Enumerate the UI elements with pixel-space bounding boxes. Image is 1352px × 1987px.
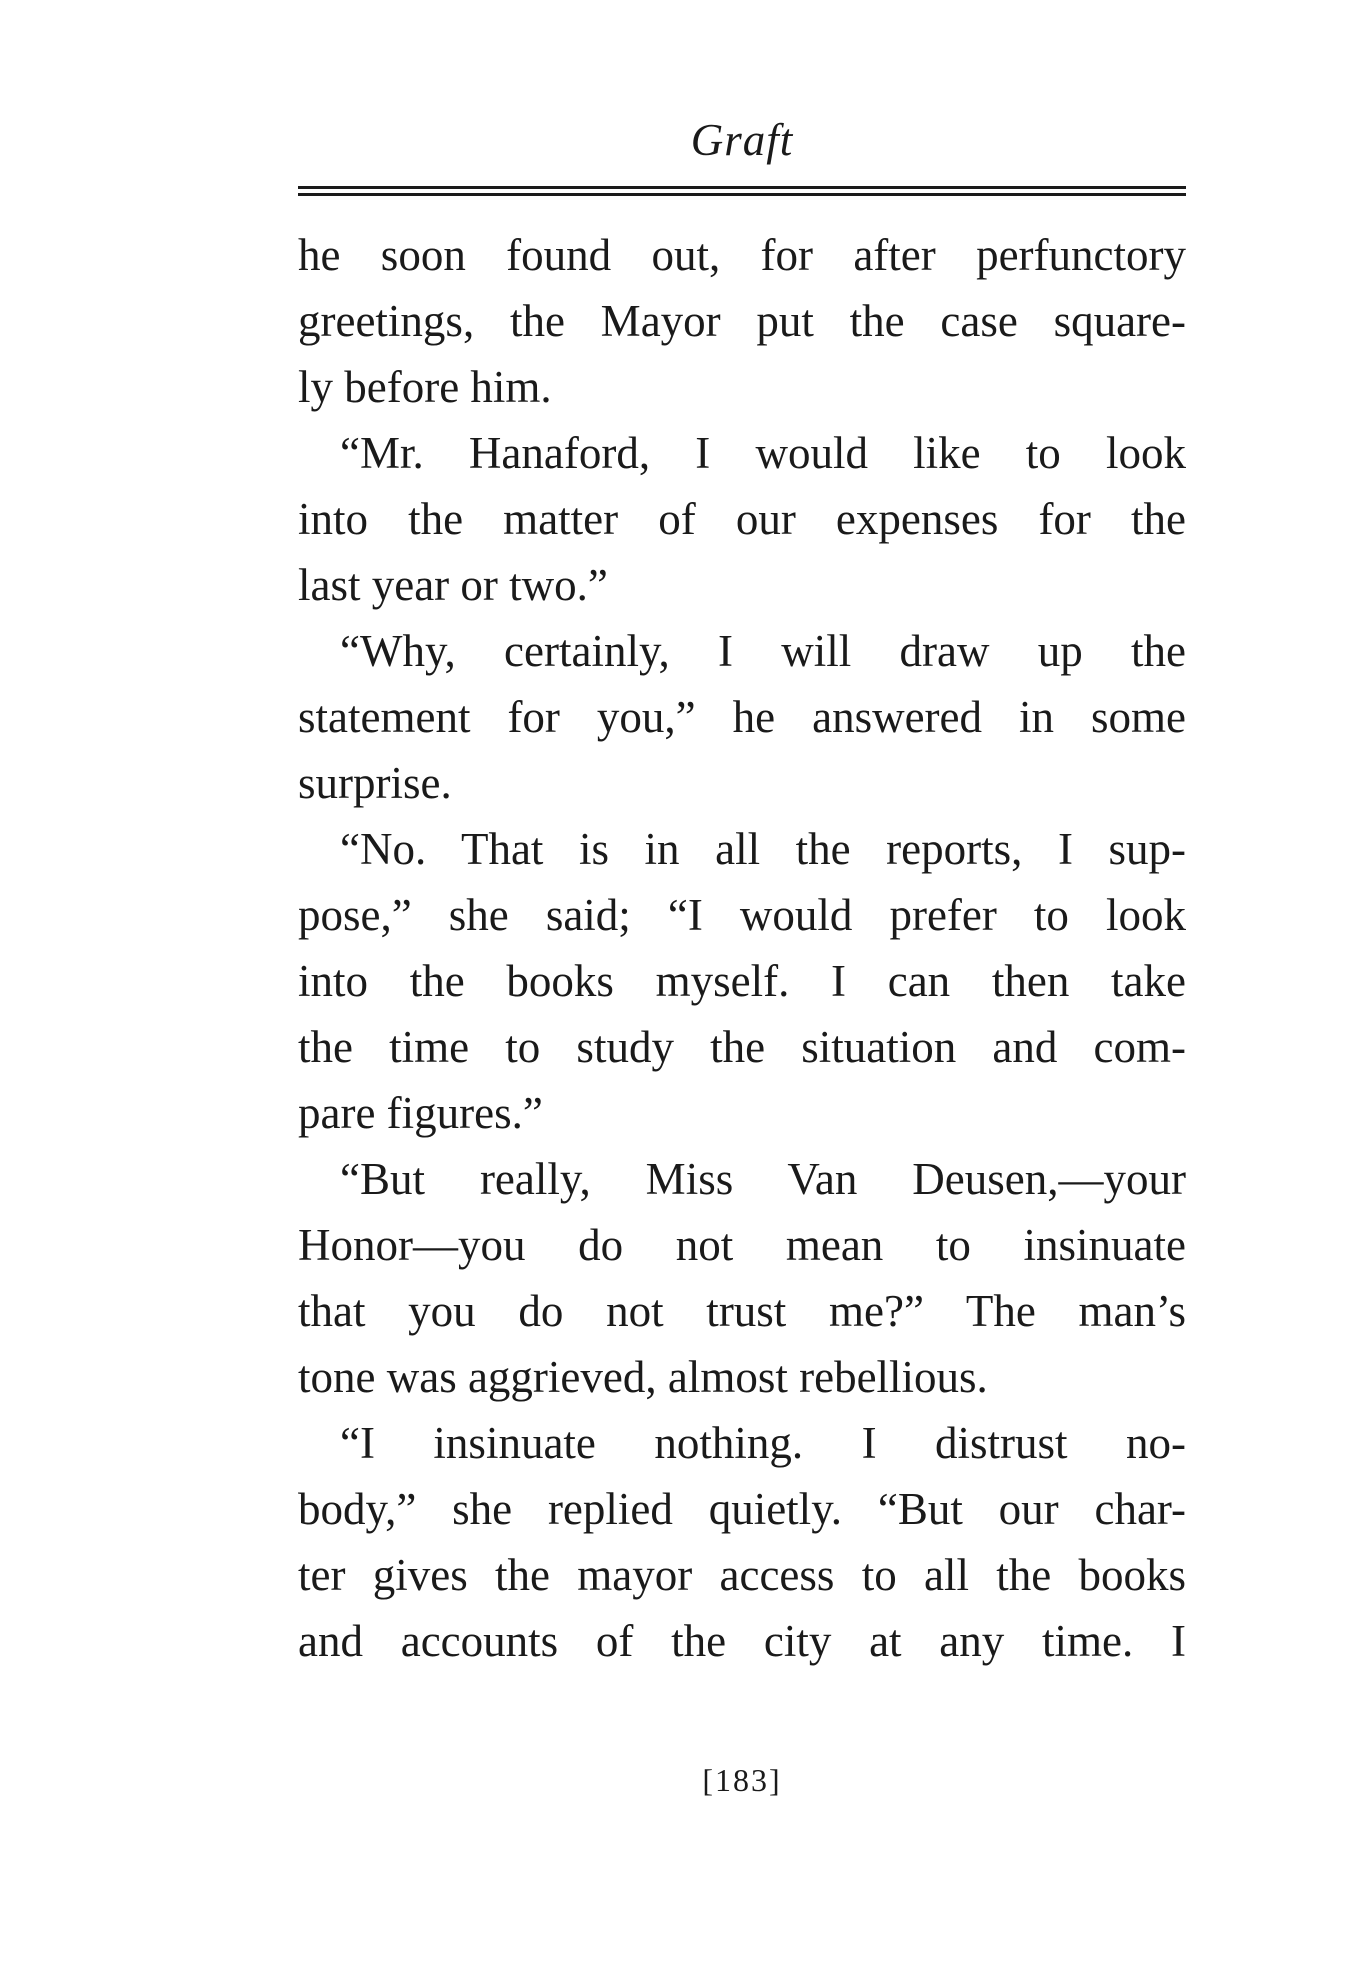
text-line: that you do not trust me?” The man’s (298, 1286, 1186, 1336)
text-line: pose,” she said; “I would prefer to look (298, 890, 1186, 940)
text-line: and accounts of the city at any time. I (298, 1616, 1186, 1666)
text-line: ly before him. (298, 362, 552, 412)
text-line: surprise. (298, 758, 452, 808)
text-line: into the books myself. I can then take (298, 956, 1186, 1006)
running-head: Graft (690, 115, 794, 165)
text-line: ter gives the mayor access to all the books (298, 1550, 1186, 1600)
header-double-rule (298, 186, 1186, 196)
text-line: “No. That is in all the reports, I sup- (340, 824, 1186, 874)
text-line: pare figures.” (298, 1088, 543, 1138)
text-line: greetings, the Mayor put the case square- (298, 296, 1186, 346)
text-line: “Mr. Hanaford, I would like to look (340, 428, 1186, 478)
page-number: [183] (702, 1762, 782, 1798)
text-line: “I insinuate nothing. I distrust no- (340, 1418, 1186, 1468)
text-line: the time to study the situation and com- (298, 1022, 1186, 1072)
text-line: into the matter of our expenses for the (298, 494, 1186, 544)
text-line: body,” she replied quietly. “But our char- (298, 1484, 1186, 1534)
text-line: he soon found out, for after perfunctory (298, 230, 1186, 280)
rule-line-lower (298, 193, 1186, 196)
text-line: statement for you,” he answered in some (298, 692, 1186, 742)
rule-line-upper (298, 186, 1186, 189)
text-line: “But really, Miss Van Deusen,—your (340, 1154, 1186, 1204)
text-line: “Why, certainly, I will draw up the (340, 626, 1186, 676)
text-line: Honor—you do not mean to insinuate (298, 1220, 1186, 1270)
text-line: last year or two.” (298, 560, 608, 610)
body-text (298, 222, 1186, 1674)
text-line: tone was aggrieved, almost rebellious. (298, 1352, 988, 1402)
